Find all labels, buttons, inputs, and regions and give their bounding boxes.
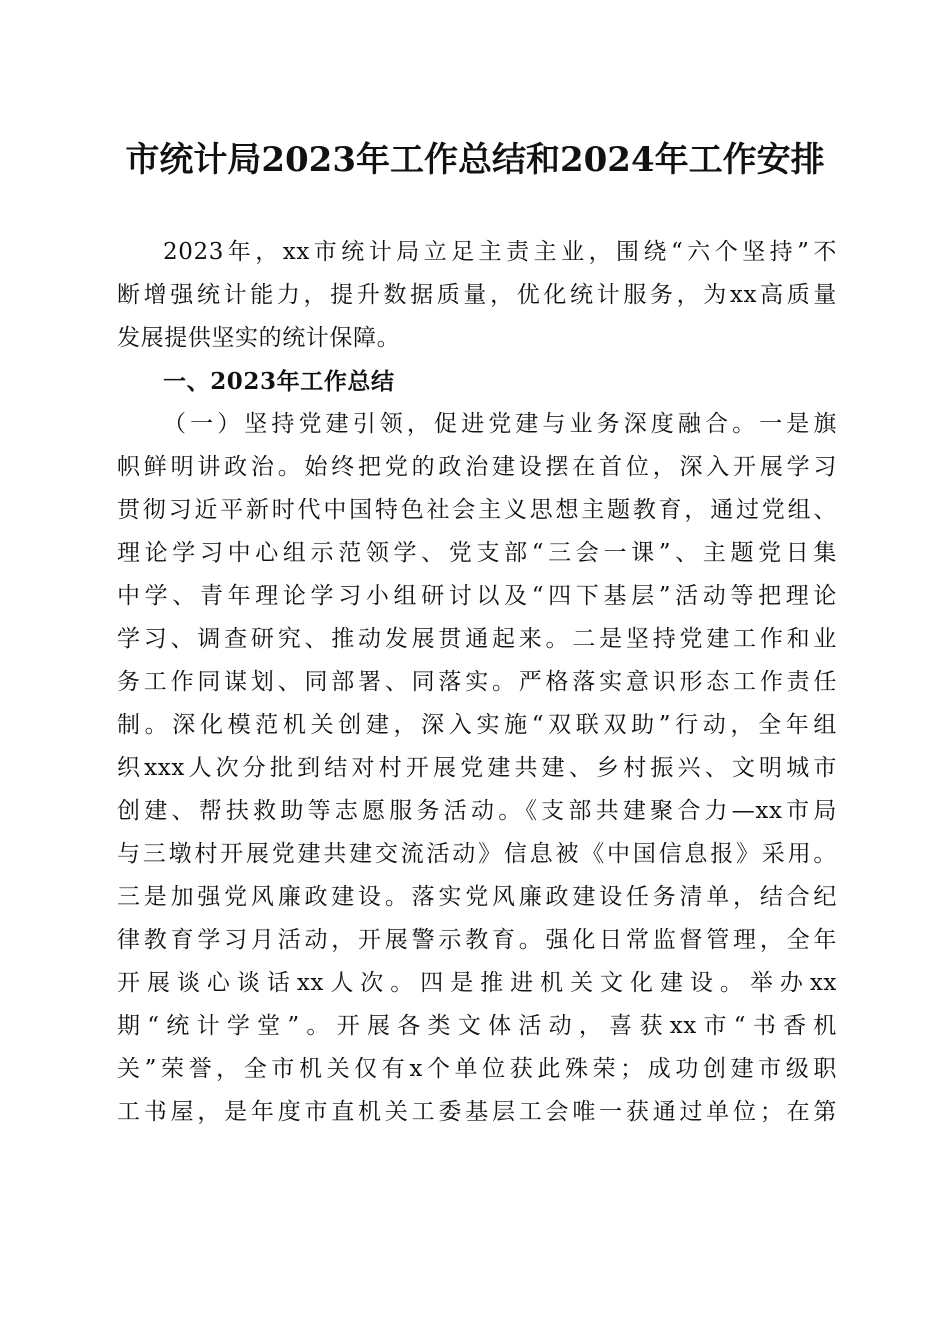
- intro-paragraph: [117, 231, 837, 360]
- body-line: 工书屋，是年度市直机关工委基层工会唯一获通过单位；在第: [117, 1099, 837, 1125]
- body-line: 律教育学习月活动，开展警示教育。强化日常监督管理，全年: [117, 927, 837, 953]
- body-line: 学习、调查研究、推动发展贯通起来。二是坚持党建工作和业: [117, 626, 837, 652]
- intro-line: 发展提供坚实的统计保障。: [117, 325, 401, 351]
- body-line: 中学、青年理论学习小组研讨以及“四下基层”活动等把理论: [117, 583, 837, 609]
- body-line: 理论学习中心组示范领学、党支部“三会一课”、主题党日集: [117, 540, 837, 566]
- body-line: 贯彻习近平新时代中国特色社会主义思想主题教育，通过党组、: [117, 497, 837, 523]
- body-line: 制。深化模范机关创建，深入实施“双联双助”行动，全年组: [117, 712, 837, 738]
- body-line: 期“统计学堂”。开展各类文体活动，喜获xx市“书香机: [117, 1013, 837, 1039]
- body-line: 创建、帮扶救助等志愿服务活动。《支部共建聚合力—xx市局: [117, 798, 837, 824]
- body-line: 与三墩村开展党建共建交流活动》信息被《中国信息报》采用。: [117, 841, 837, 867]
- body-line: 务工作同谋划、同部署、同落实。严格落实意识形态工作责任: [117, 669, 837, 695]
- body-line: 帜鲜明讲政治。始终把党的政治建设摆在首位，深入开展学习: [117, 454, 837, 480]
- section-heading: 一、2023年工作总结: [163, 368, 395, 395]
- body-line: （一）坚持党建引领，促进党建与业务深度融合。一是旗: [163, 411, 837, 437]
- body-line: 三是加强党风廉政建设。落实党风廉政建设任务清单，结合纪: [117, 884, 837, 910]
- body-line: 开展谈心谈话xx人次。四是推进机关文化建设。举办xx: [117, 970, 837, 996]
- main-paragraph: [117, 403, 837, 1134]
- body-line: 织xxx人次分批到结对村开展党建共建、乡村振兴、文明城市: [117, 755, 837, 781]
- body-line: 关”荣誉，全市机关仅有x个单位获此殊荣；成功创建市级职: [117, 1056, 837, 1082]
- intro-line: 断增强统计能力，提升数据质量，优化统计服务，为xx高质量: [117, 282, 837, 308]
- intro-line: 2023年，xx市统计局立足主责主业，围绕“六个坚持”不: [163, 239, 837, 265]
- document-title: 市统计局2023年工作总结和2024年工作安排: [125, 140, 825, 180]
